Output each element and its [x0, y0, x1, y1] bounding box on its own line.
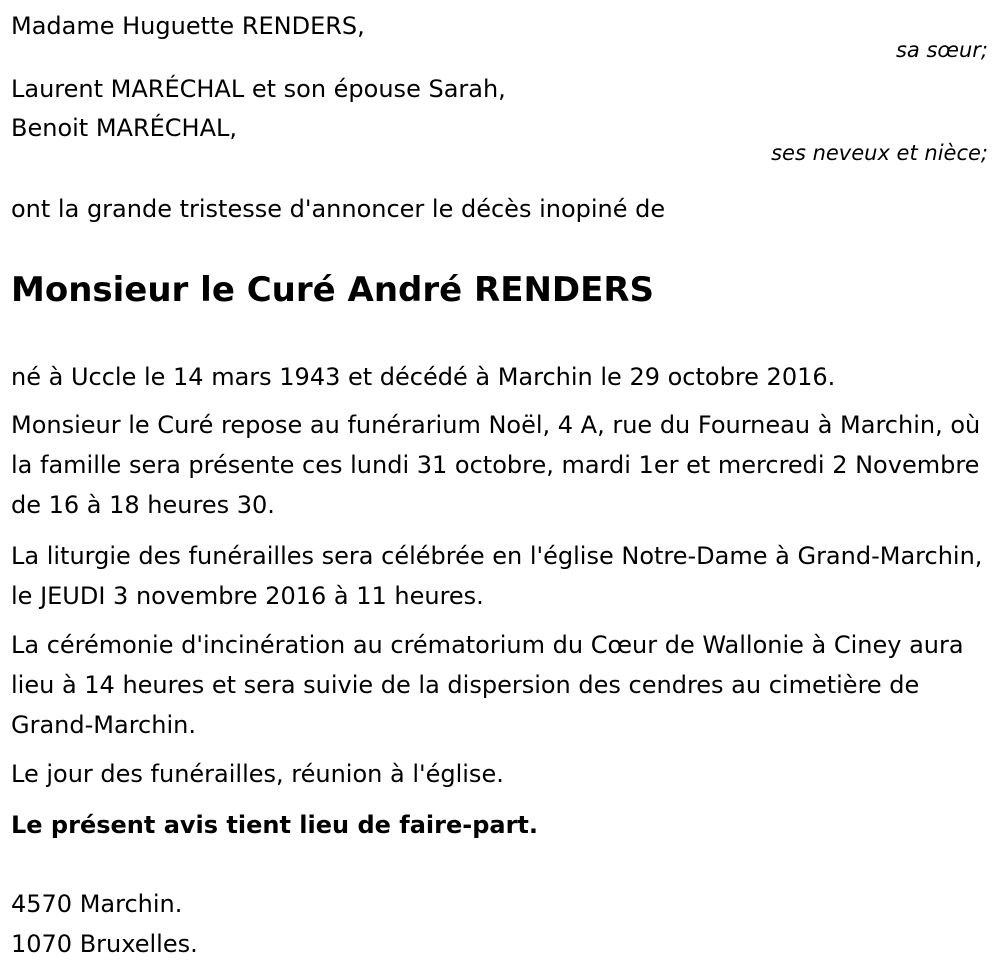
birth-death-dates: né à Uccle le 14 mars 1943 et décédé à Marchin le 29 octobre 2016.	[11, 363, 836, 391]
announcement-text: ont la grande tristesse d'annoncer le décès inopiné de	[11, 195, 666, 223]
notice-paragraph: Le présent avis tient lieu de faire-part.	[11, 811, 539, 839]
address-bruxelles: 1070 Bruxelles.	[11, 930, 198, 958]
sister-relation: sa sœur;	[895, 38, 988, 62]
nephews-relation: ses neveux et nièce;	[771, 141, 988, 165]
deceased-name: Monsieur le Curé André RENDERS	[11, 270, 655, 310]
meeting-paragraph: Le jour des funérailles, réunion à l'église.	[11, 760, 504, 788]
address-marchin: 4570 Marchin.	[11, 890, 183, 918]
nephew-laurent: Laurent MARÉCHAL et son épouse Sarah,	[11, 75, 506, 103]
sister-name: Madame Huguette RENDERS,	[11, 12, 365, 40]
liturgy-paragraph: La liturgie des funérailles sera célébrée en l'église Notre-Dame à Grand-Marchin, le JEUDI 3 novembre 2016 à 11 heures.	[11, 542, 983, 610]
nephew-benoit: Benoit MARÉCHAL,	[11, 114, 238, 142]
cremation-paragraph: La cérémonie d'incinération au crématorium du Cœur de Wallonie à Ciney aura lieu à 14 heures et sera suivie de la dispersion des cendres au cimetière de Grand-Marchin.	[11, 631, 964, 739]
funerarium-paragraph: Monsieur le Curé repose au funérarium Noël, 4 A, rue du Fourneau à Marchin, où la famille sera présente ces lundi 31 octobre, mardi 1er et mercredi 2 Novembre de 16 à 18 heures 30.	[11, 411, 981, 519]
